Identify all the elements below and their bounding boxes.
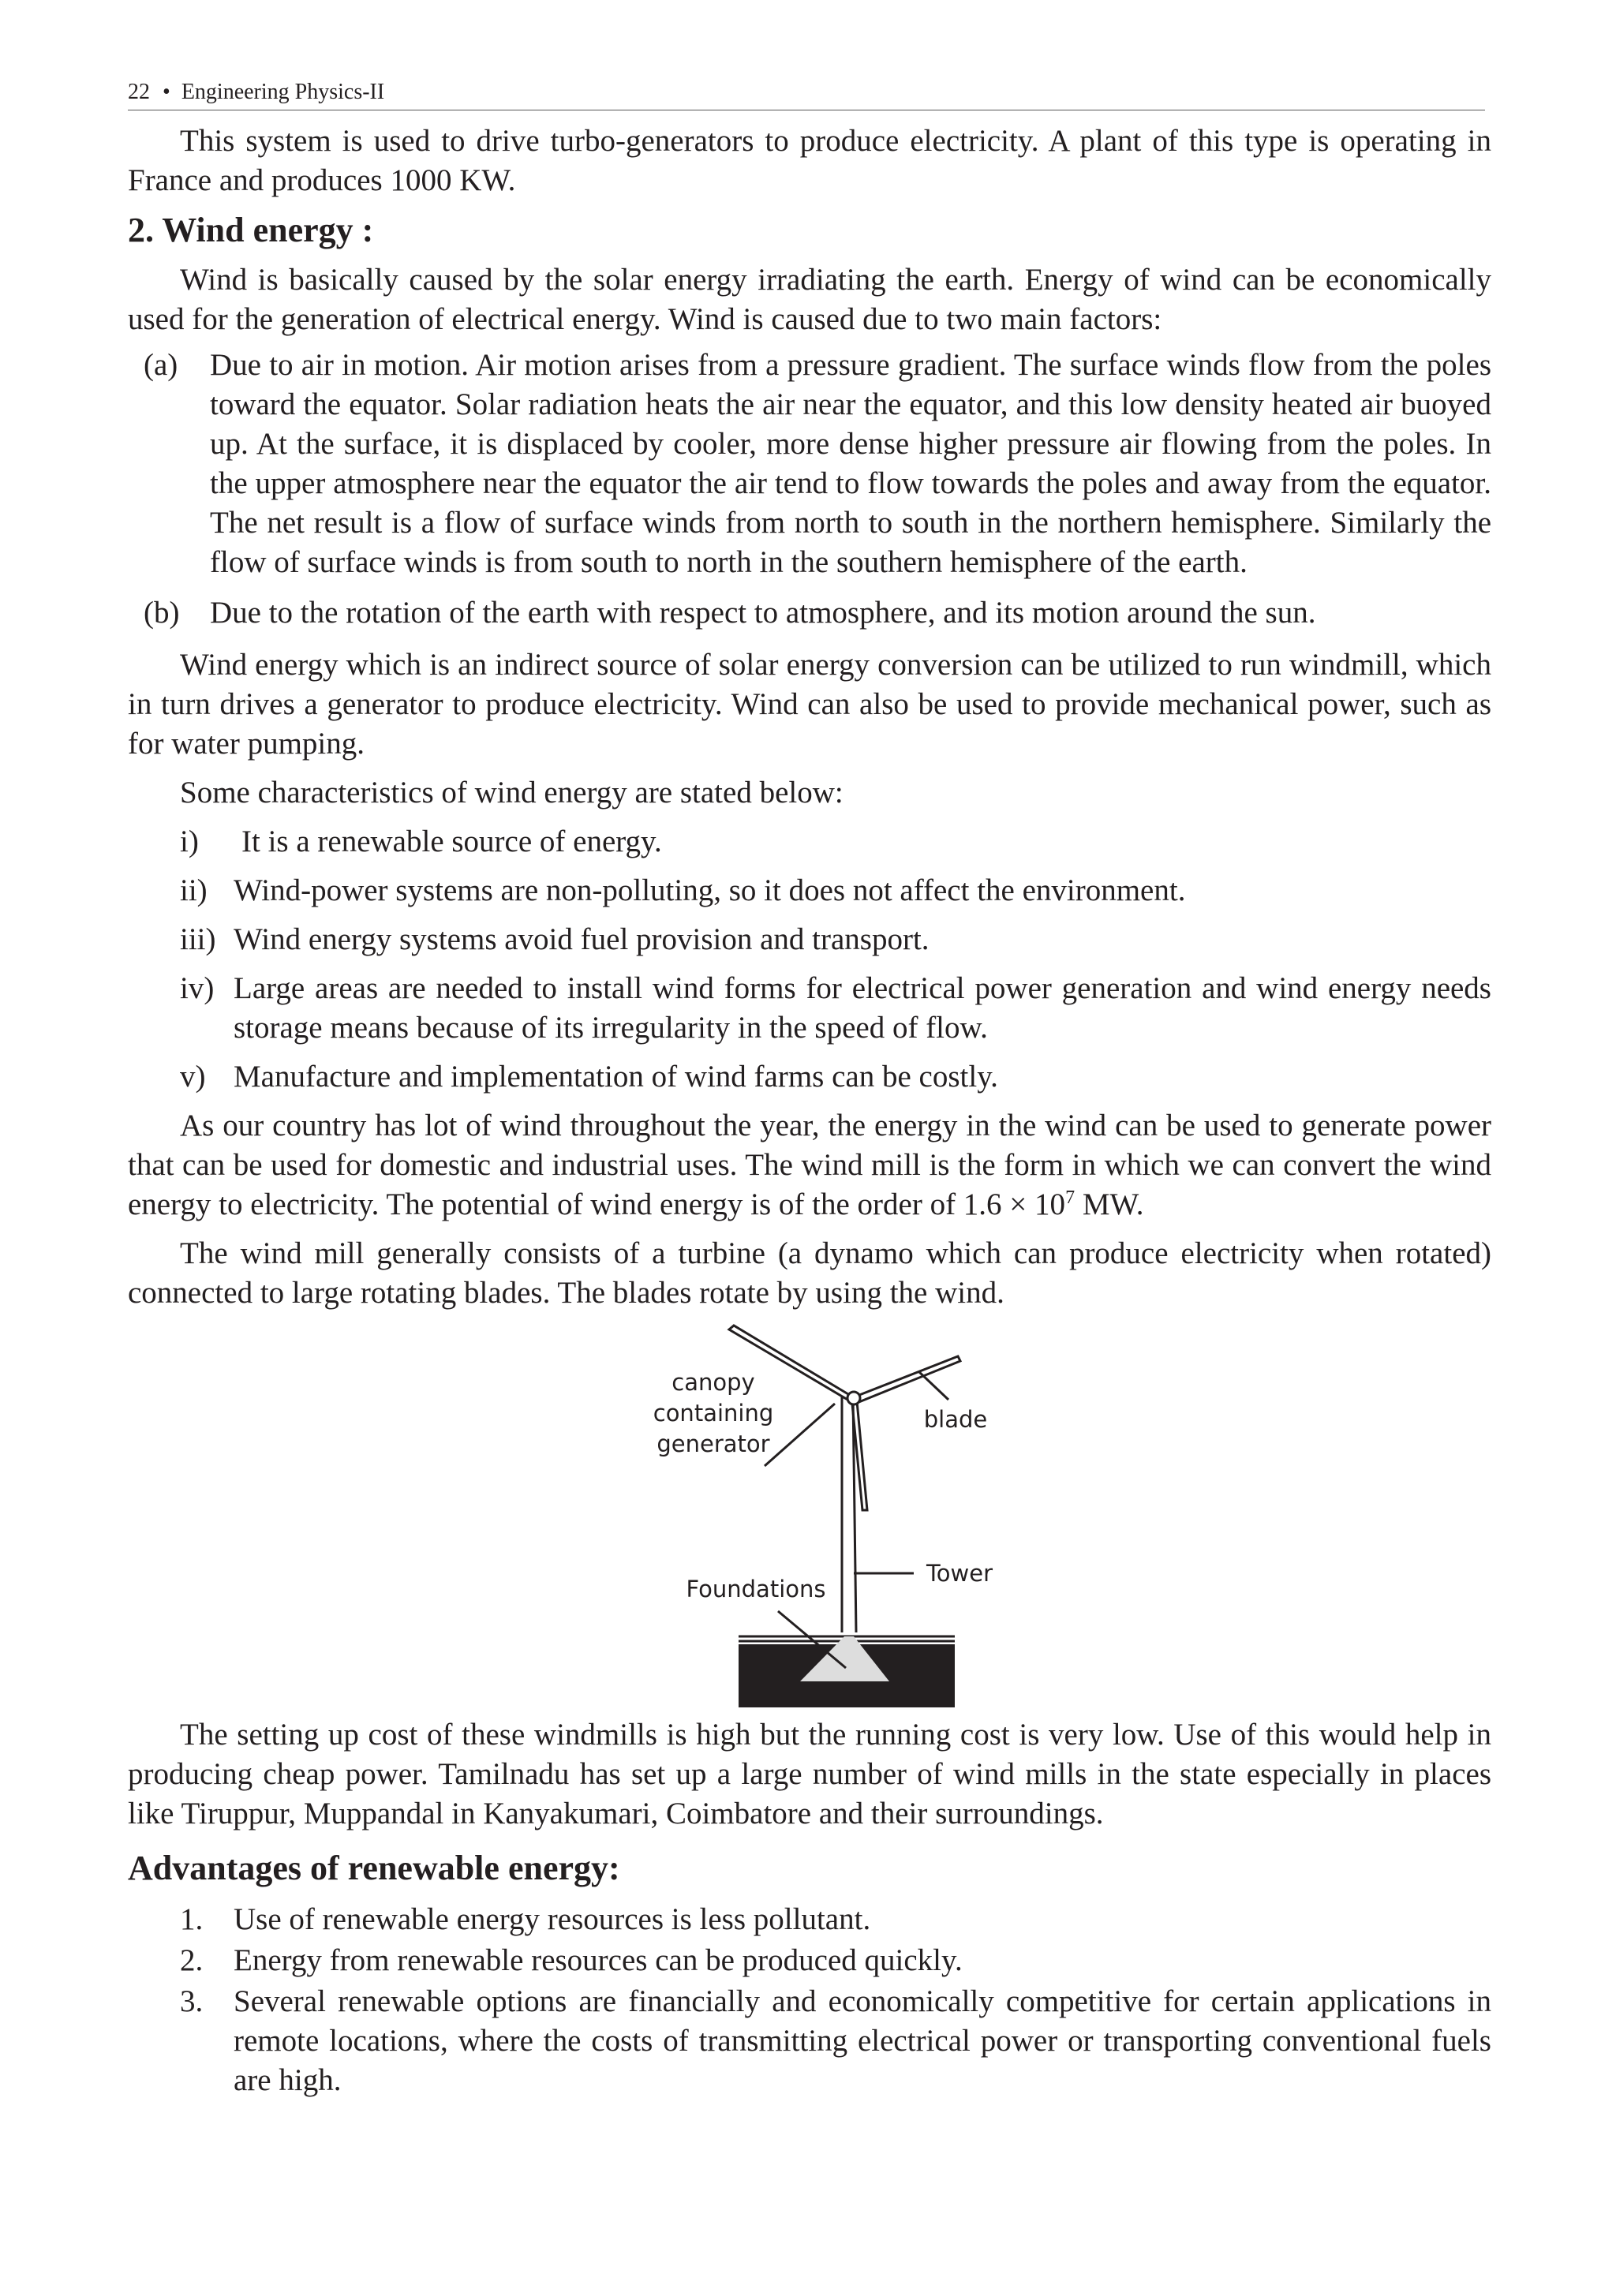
list-item-label: (a) bbox=[144, 348, 178, 382]
advantages-heading: Advantages of renewable energy: bbox=[128, 1849, 620, 1887]
list-item-text: Manufacture and implementation of wind farms can be costly. bbox=[234, 1060, 998, 1094]
list-item-label: i) bbox=[180, 825, 199, 858]
canopy-label-line2: containing bbox=[653, 1400, 774, 1427]
list-item-label: 2. bbox=[180, 1943, 204, 1977]
list-item-text: Due to the rotation of the earth with respect to atmosphere, and its motion around the sun. bbox=[210, 596, 1316, 630]
list-item-text: Large areas are needed to install wind forms for electrical power generation and wind energy needs storage means because of its irregularity in the speed of flow. bbox=[234, 971, 1491, 1045]
exponent: 7 bbox=[1065, 1187, 1075, 1208]
list-item-text: Several renewable options are financially and economically competitive for certain applications in remote locations, where the costs of transmitting electrical power or transporting conventional fuels are high. bbox=[234, 1984, 1491, 2097]
canopy-label-line1: canopy bbox=[671, 1369, 755, 1396]
country-potential-paragraph bbox=[128, 1106, 1491, 1225]
foundations-label: Foundations bbox=[686, 1576, 826, 1602]
list-item-text: Due to air in motion. Air motion arises from a pressure gradient. The surface winds flow from the poles toward the equator. Solar radiation heats the air near the equator, and this low density heated air buoyed up. At the surface, it is displaced by cooler, more dense higher pressure air flowing from the poles. In the upper atmosphere near the equator the air tend to flow towards the poles and away from the equator. The net result is a flow of surface winds from north to south in the northern hemisphere. Similarly the flow of surface winds is from south to north in the southern hemisphere of the earth. bbox=[210, 348, 1491, 579]
page-number: 22 bbox=[128, 80, 150, 104]
list-item-label: 3. bbox=[180, 1984, 204, 2018]
list-item bbox=[128, 871, 1491, 911]
wind-turbine-figure bbox=[128, 1321, 1491, 1715]
wind-mill-paragraph: The wind mill generally consists of a turbine (a dynamo which can produce electricity when rotated) connected to large rotating blades. The blades rotate by using the wind. bbox=[128, 1236, 1491, 1310]
list-item bbox=[128, 346, 1491, 582]
list-item-text: Wind energy systems avoid fuel provision and transport. bbox=[234, 922, 930, 956]
advantages-list bbox=[128, 1900, 1491, 2100]
list-item-text: Use of renewable energy resources is less pollutant. bbox=[234, 1902, 871, 1936]
list-item-label: (b) bbox=[144, 596, 180, 630]
list-item bbox=[128, 593, 1491, 633]
indirect-source-paragraph: Wind energy which is an indirect source of solar energy conversion can be utilized to run windmill, which in turn drives a generator to produce electricity. Wind can also be used to provide mechanical power, such as for water pumping. bbox=[128, 648, 1491, 761]
country-potential-text: As our country has lot of wind throughout the year, the energy in the wind can be used to generate power that can be used for domestic and industrial uses. The wind mill is the form in which we can convert the wind energy to electricity. The potential of wind energy is of the order of 1.6 × 10 bbox=[128, 1109, 1491, 1221]
tower-label: Tower bbox=[926, 1560, 993, 1587]
canopy-leader-line bbox=[765, 1404, 835, 1466]
list-item-label: v) bbox=[180, 1060, 206, 1094]
list-item-text: Wind-power systems are non-polluting, so it does not affect the environment. bbox=[234, 873, 1186, 907]
blade-label: blade bbox=[923, 1406, 988, 1433]
list-item bbox=[128, 1941, 1491, 1980]
header-separator: • bbox=[163, 80, 170, 104]
blade-leader-line bbox=[918, 1371, 948, 1400]
list-item-label: ii) bbox=[180, 873, 208, 907]
rotor-hub bbox=[847, 1392, 860, 1404]
list-item bbox=[128, 1982, 1491, 2100]
list-item-text: It is a renewable source of energy. bbox=[241, 825, 662, 858]
unit: MW. bbox=[1075, 1187, 1144, 1221]
characteristics-list bbox=[128, 822, 1491, 1097]
cost-paragraph: The setting up cost of these windmills is high but the running cost is very low. Use of this would help in producing cheap power. Tamilnadu has set up a large number of wind mills in the state especially in places like Tiruppur, Muppandal in Kanyakumari, Coimbatore and their surroundings. bbox=[128, 1718, 1491, 1830]
wind-energy-heading: 2. Wind energy : bbox=[128, 211, 374, 249]
wind-factors-list bbox=[128, 346, 1491, 633]
list-item-label: iv) bbox=[180, 971, 215, 1005]
canopy-label-line3: generator bbox=[656, 1430, 770, 1457]
list-item-label: 1. bbox=[180, 1902, 204, 1936]
wind-turbine-diagram bbox=[128, 1321, 1491, 1715]
list-item bbox=[128, 920, 1491, 959]
running-header bbox=[128, 78, 1485, 110]
book-title: Engineering Physics-II bbox=[181, 80, 385, 104]
list-item bbox=[128, 1057, 1491, 1097]
list-item bbox=[128, 969, 1491, 1048]
list-item bbox=[128, 822, 1491, 862]
characteristics-intro: Some characteristics of wind energy are stated below: bbox=[180, 776, 844, 810]
list-item-label: iii) bbox=[180, 922, 216, 956]
wind-intro-paragraph: Wind is basically caused by the solar energy irradiating the earth. Energy of wind can be economically used for the generation of electrical energy. Wind is caused due to two main factors: bbox=[128, 263, 1491, 336]
page-content bbox=[128, 122, 1491, 2100]
intro-paragraph: This system is used to drive turbo-generators to produce electricity. A plant of this type is operating in France and produces 1000 KW. bbox=[128, 124, 1491, 197]
list-item bbox=[128, 1900, 1491, 1939]
list-item-text: Energy from renewable resources can be produced quickly. bbox=[234, 1943, 963, 1977]
